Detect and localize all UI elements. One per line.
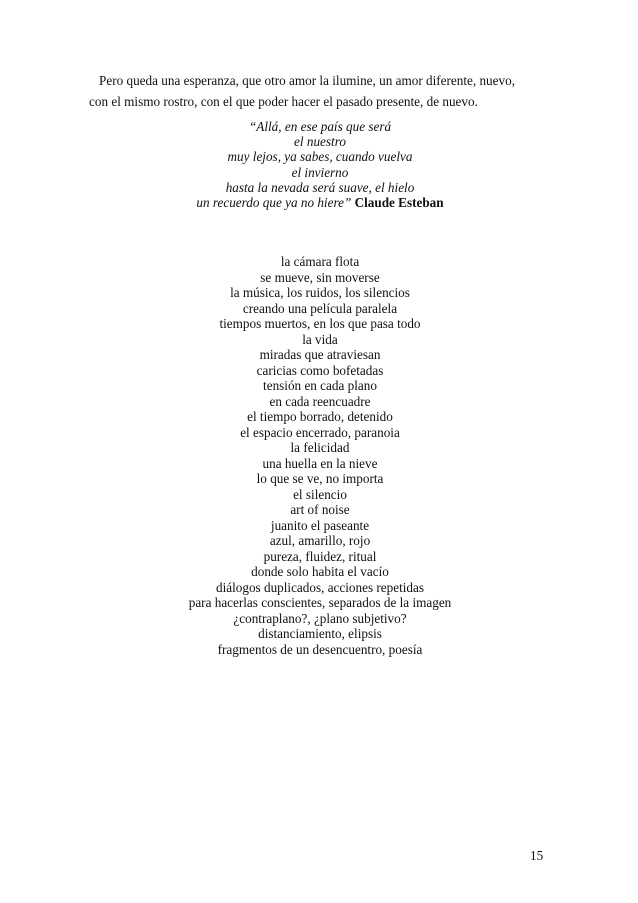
- quote-last-line: [90, 195, 550, 210]
- intro-line-1: Pero queda una esperanza, que otro amor la ilumine, un amor diferente, nuevo,: [99, 73, 515, 88]
- quote-author: Claude Esteban: [354, 195, 444, 211]
- poem-line: juanito el paseante: [270, 517, 370, 533]
- poem-line: caricias como bofetadas: [256, 362, 384, 378]
- poem-line: la música, los ruidos, los silencios: [230, 285, 410, 300]
- intro-paragraph: [89, 70, 549, 112]
- poem-line: la vida: [302, 331, 338, 347]
- poem-line: ¿contraplano?, ¿plano subjetivo?: [233, 610, 407, 626]
- poem-line: pureza, fluidez, ritual: [263, 548, 377, 564]
- poem-line: art of noise: [290, 502, 350, 517]
- quote-line: “Allá, en ese país que será: [248, 119, 392, 134]
- poem-line: distanciamiento, elipsis: [258, 626, 382, 641]
- quote-line: el nuestro: [294, 134, 346, 150]
- quote-line: un recuerdo que ya no hiere”: [196, 195, 352, 211]
- poem-line: lo que se ve, no importa: [256, 471, 384, 486]
- poem-line: la felicidad: [290, 440, 350, 455]
- poem-line: miradas que atraviesan: [259, 347, 381, 362]
- quote-line: el invierno: [291, 164, 349, 180]
- poem-line: donde solo habita el vacío: [251, 564, 389, 579]
- quote-line: muy lejos, ya sabes, cuando vuelva: [227, 149, 413, 165]
- poem-line: creando una película paralela: [242, 300, 398, 316]
- poem-line: la cámara flota: [280, 254, 360, 269]
- poem-line: fragmentos de un desencuentro, poesía: [217, 641, 423, 657]
- poem-line: se mueve, sin moverse: [260, 269, 380, 285]
- epigraph-quote: [90, 119, 550, 210]
- poem-line: el tiempo borrado, detenido: [247, 409, 393, 424]
- poem-line: una huella en la nieve: [262, 455, 378, 471]
- poem-line: en cada reencuadre: [269, 393, 371, 409]
- poem-line: tiempos muertos, en los que pasa todo: [219, 316, 421, 331]
- poem-line: el espacio encerrado, paranoia: [240, 424, 400, 440]
- intro-line-2: con el mismo rostro, con el que poder hacer el pasado presente, de nuevo.: [89, 94, 478, 109]
- poem-line: diálogos duplicados, acciones repetidas: [215, 579, 424, 595]
- poem-line: para hacerlas conscientes, separados de la imagen: [188, 595, 452, 610]
- poem-line: azul, amarillo, rojo: [269, 533, 371, 548]
- quote-line: hasta la nevada será suave, el hielo: [225, 179, 415, 195]
- page-number: 15: [530, 848, 544, 863]
- poem: [90, 254, 550, 657]
- poem-line: tensión en cada plano: [263, 378, 377, 393]
- poem-line: el silencio: [293, 486, 347, 502]
